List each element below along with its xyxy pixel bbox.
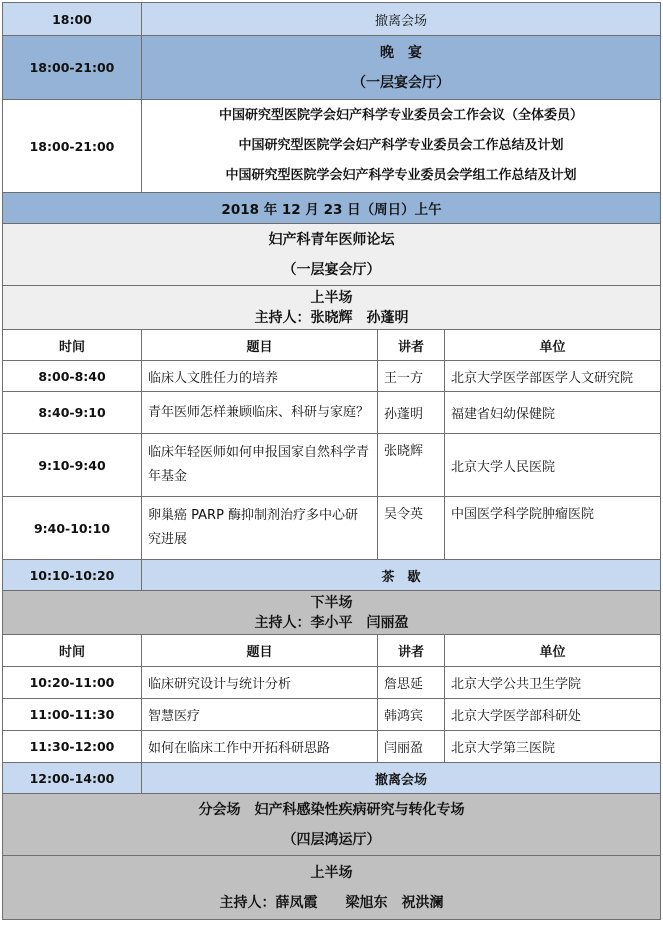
break-cell: 茶 歇 bbox=[142, 560, 661, 591]
row-session-2 bbox=[3, 591, 661, 635]
talk-speaker: 吴令英 bbox=[378, 497, 445, 560]
row-column-headers bbox=[3, 330, 661, 361]
session-cell bbox=[3, 856, 661, 920]
header-topic: 题目 bbox=[142, 330, 378, 361]
branch-title: 分会场 妇产科感染性疾病研究与转化专场 bbox=[198, 801, 465, 818]
header-topic: 题目 bbox=[142, 635, 378, 667]
header-speaker: 讲者 bbox=[378, 330, 445, 361]
talk-speaker: 张晓辉 bbox=[378, 434, 445, 497]
forum-cell bbox=[3, 224, 661, 286]
table-row bbox=[3, 497, 661, 560]
header-time: 时间 bbox=[3, 635, 142, 667]
talk-unit: 北京大学公共卫生学院 bbox=[445, 667, 661, 699]
table-row bbox=[3, 731, 661, 763]
talk-topic: 如何在临床工作中开拓科研思路 bbox=[142, 731, 378, 763]
row-forum bbox=[3, 224, 661, 286]
talk-time: 9:40-10:10 bbox=[3, 497, 142, 560]
dinner-venue: （一层宴会厅） bbox=[352, 74, 450, 91]
row-tea-break bbox=[3, 560, 661, 591]
talk-speaker: 孙蓬明 bbox=[378, 392, 445, 434]
talk-time: 9:10-9:40 bbox=[3, 434, 142, 497]
row-column-headers bbox=[3, 635, 661, 667]
talk-unit: 中国医学科学院肿瘤医院 bbox=[445, 497, 661, 560]
session-hosts: 主持人：李小平 闫丽盈 bbox=[254, 614, 409, 631]
date-header: 2018 年 12 月 23 日（周日）上午 bbox=[3, 193, 661, 224]
branch-cell bbox=[3, 794, 661, 856]
row-branch-venue bbox=[3, 794, 661, 856]
session-title: 上半场 bbox=[310, 289, 353, 306]
forum-venue: （一层宴会厅） bbox=[282, 261, 381, 278]
talk-speaker: 王一方 bbox=[378, 361, 445, 392]
time-cell: 12:00-14:00 bbox=[3, 763, 142, 794]
talk-speaker: 闫丽盈 bbox=[378, 731, 445, 763]
schedule-table bbox=[2, 2, 661, 920]
row-evacuate-1800 bbox=[3, 3, 661, 36]
talk-topic: 智慧医疗 bbox=[142, 699, 378, 731]
table-row bbox=[3, 667, 661, 699]
time-cell: 18:00 bbox=[3, 3, 142, 36]
talk-time: 8:40-9:10 bbox=[3, 392, 142, 434]
table-row bbox=[3, 434, 661, 497]
session-hosts: 主持人：张晓辉 孙蓬明 bbox=[254, 309, 409, 326]
time-cell: 10:10-10:20 bbox=[3, 560, 142, 591]
session-title: 下半场 bbox=[310, 594, 353, 611]
row-session-1 bbox=[3, 286, 661, 330]
header-unit: 单位 bbox=[445, 635, 661, 667]
session-cell bbox=[3, 286, 661, 330]
talk-time: 10:20-11:00 bbox=[3, 667, 142, 699]
meeting-line: 中国研究型医院学会妇产科学专业委员会学组工作总结及计划 bbox=[225, 168, 577, 183]
talk-unit: 北京大学医学部科研处 bbox=[445, 699, 661, 731]
talk-speaker: 詹思延 bbox=[378, 667, 445, 699]
branch-venue: （四层鸿运厅） bbox=[282, 831, 381, 848]
meeting-line: 中国研究型医院学会妇产科学专业委员会工作会议（全体委员） bbox=[218, 108, 583, 123]
session-cell bbox=[3, 591, 661, 635]
event-cell: 撤离会场 bbox=[142, 763, 661, 794]
row-committee-meeting bbox=[3, 100, 661, 193]
row-session-3 bbox=[3, 856, 661, 920]
table-row bbox=[3, 392, 661, 434]
talk-unit: 北京大学第三医院 bbox=[445, 731, 661, 763]
event-cell: 撤离会场 bbox=[142, 3, 661, 36]
table-row bbox=[3, 361, 661, 392]
talk-time: 8:00-8:40 bbox=[3, 361, 142, 392]
talk-unit: 北京大学人民医院 bbox=[445, 434, 661, 497]
table-row bbox=[3, 699, 661, 731]
meeting-line: 中国研究型医院学会妇产科学专业委员会工作总结及计划 bbox=[238, 138, 564, 153]
talk-unit: 北京大学医学部医学人文研究院 bbox=[445, 361, 661, 392]
talk-unit: 福建省妇幼保健院 bbox=[445, 392, 661, 434]
talk-topic: 青年医师怎样兼顾临床、科研与家庭？ bbox=[142, 392, 378, 434]
row-dinner bbox=[3, 36, 661, 100]
talk-speaker: 韩鸿宾 bbox=[378, 699, 445, 731]
row-date bbox=[3, 193, 661, 224]
session-title: 上半场 bbox=[310, 864, 353, 881]
meeting-cell bbox=[142, 100, 661, 193]
talk-topic: 临床年轻医师如何申报国家自然科学青年基金 bbox=[142, 434, 378, 497]
time-cell: 18:00-21:00 bbox=[3, 36, 142, 100]
header-time: 时间 bbox=[3, 330, 142, 361]
header-unit: 单位 bbox=[445, 330, 661, 361]
session-hosts: 主持人：薛凤霞 梁旭东 祝洪澜 bbox=[219, 894, 444, 911]
row-evacuate-noon bbox=[3, 763, 661, 794]
dinner-title: 晚 宴 bbox=[380, 44, 422, 61]
forum-title: 妇产科青年医师论坛 bbox=[268, 231, 395, 248]
talk-time: 11:30-12:00 bbox=[3, 731, 142, 763]
talk-time: 11:00-11:30 bbox=[3, 699, 142, 731]
dinner-cell bbox=[142, 36, 661, 100]
header-speaker: 讲者 bbox=[378, 635, 445, 667]
time-cell: 18:00-21:00 bbox=[3, 100, 142, 193]
talk-topic: 临床人文胜任力的培养 bbox=[142, 361, 378, 392]
talk-topic: 卵巢癌 PARP 酶抑制剂治疗多中心研究进展 bbox=[142, 497, 378, 560]
talk-topic: 临床研究设计与统计分析 bbox=[142, 667, 378, 699]
